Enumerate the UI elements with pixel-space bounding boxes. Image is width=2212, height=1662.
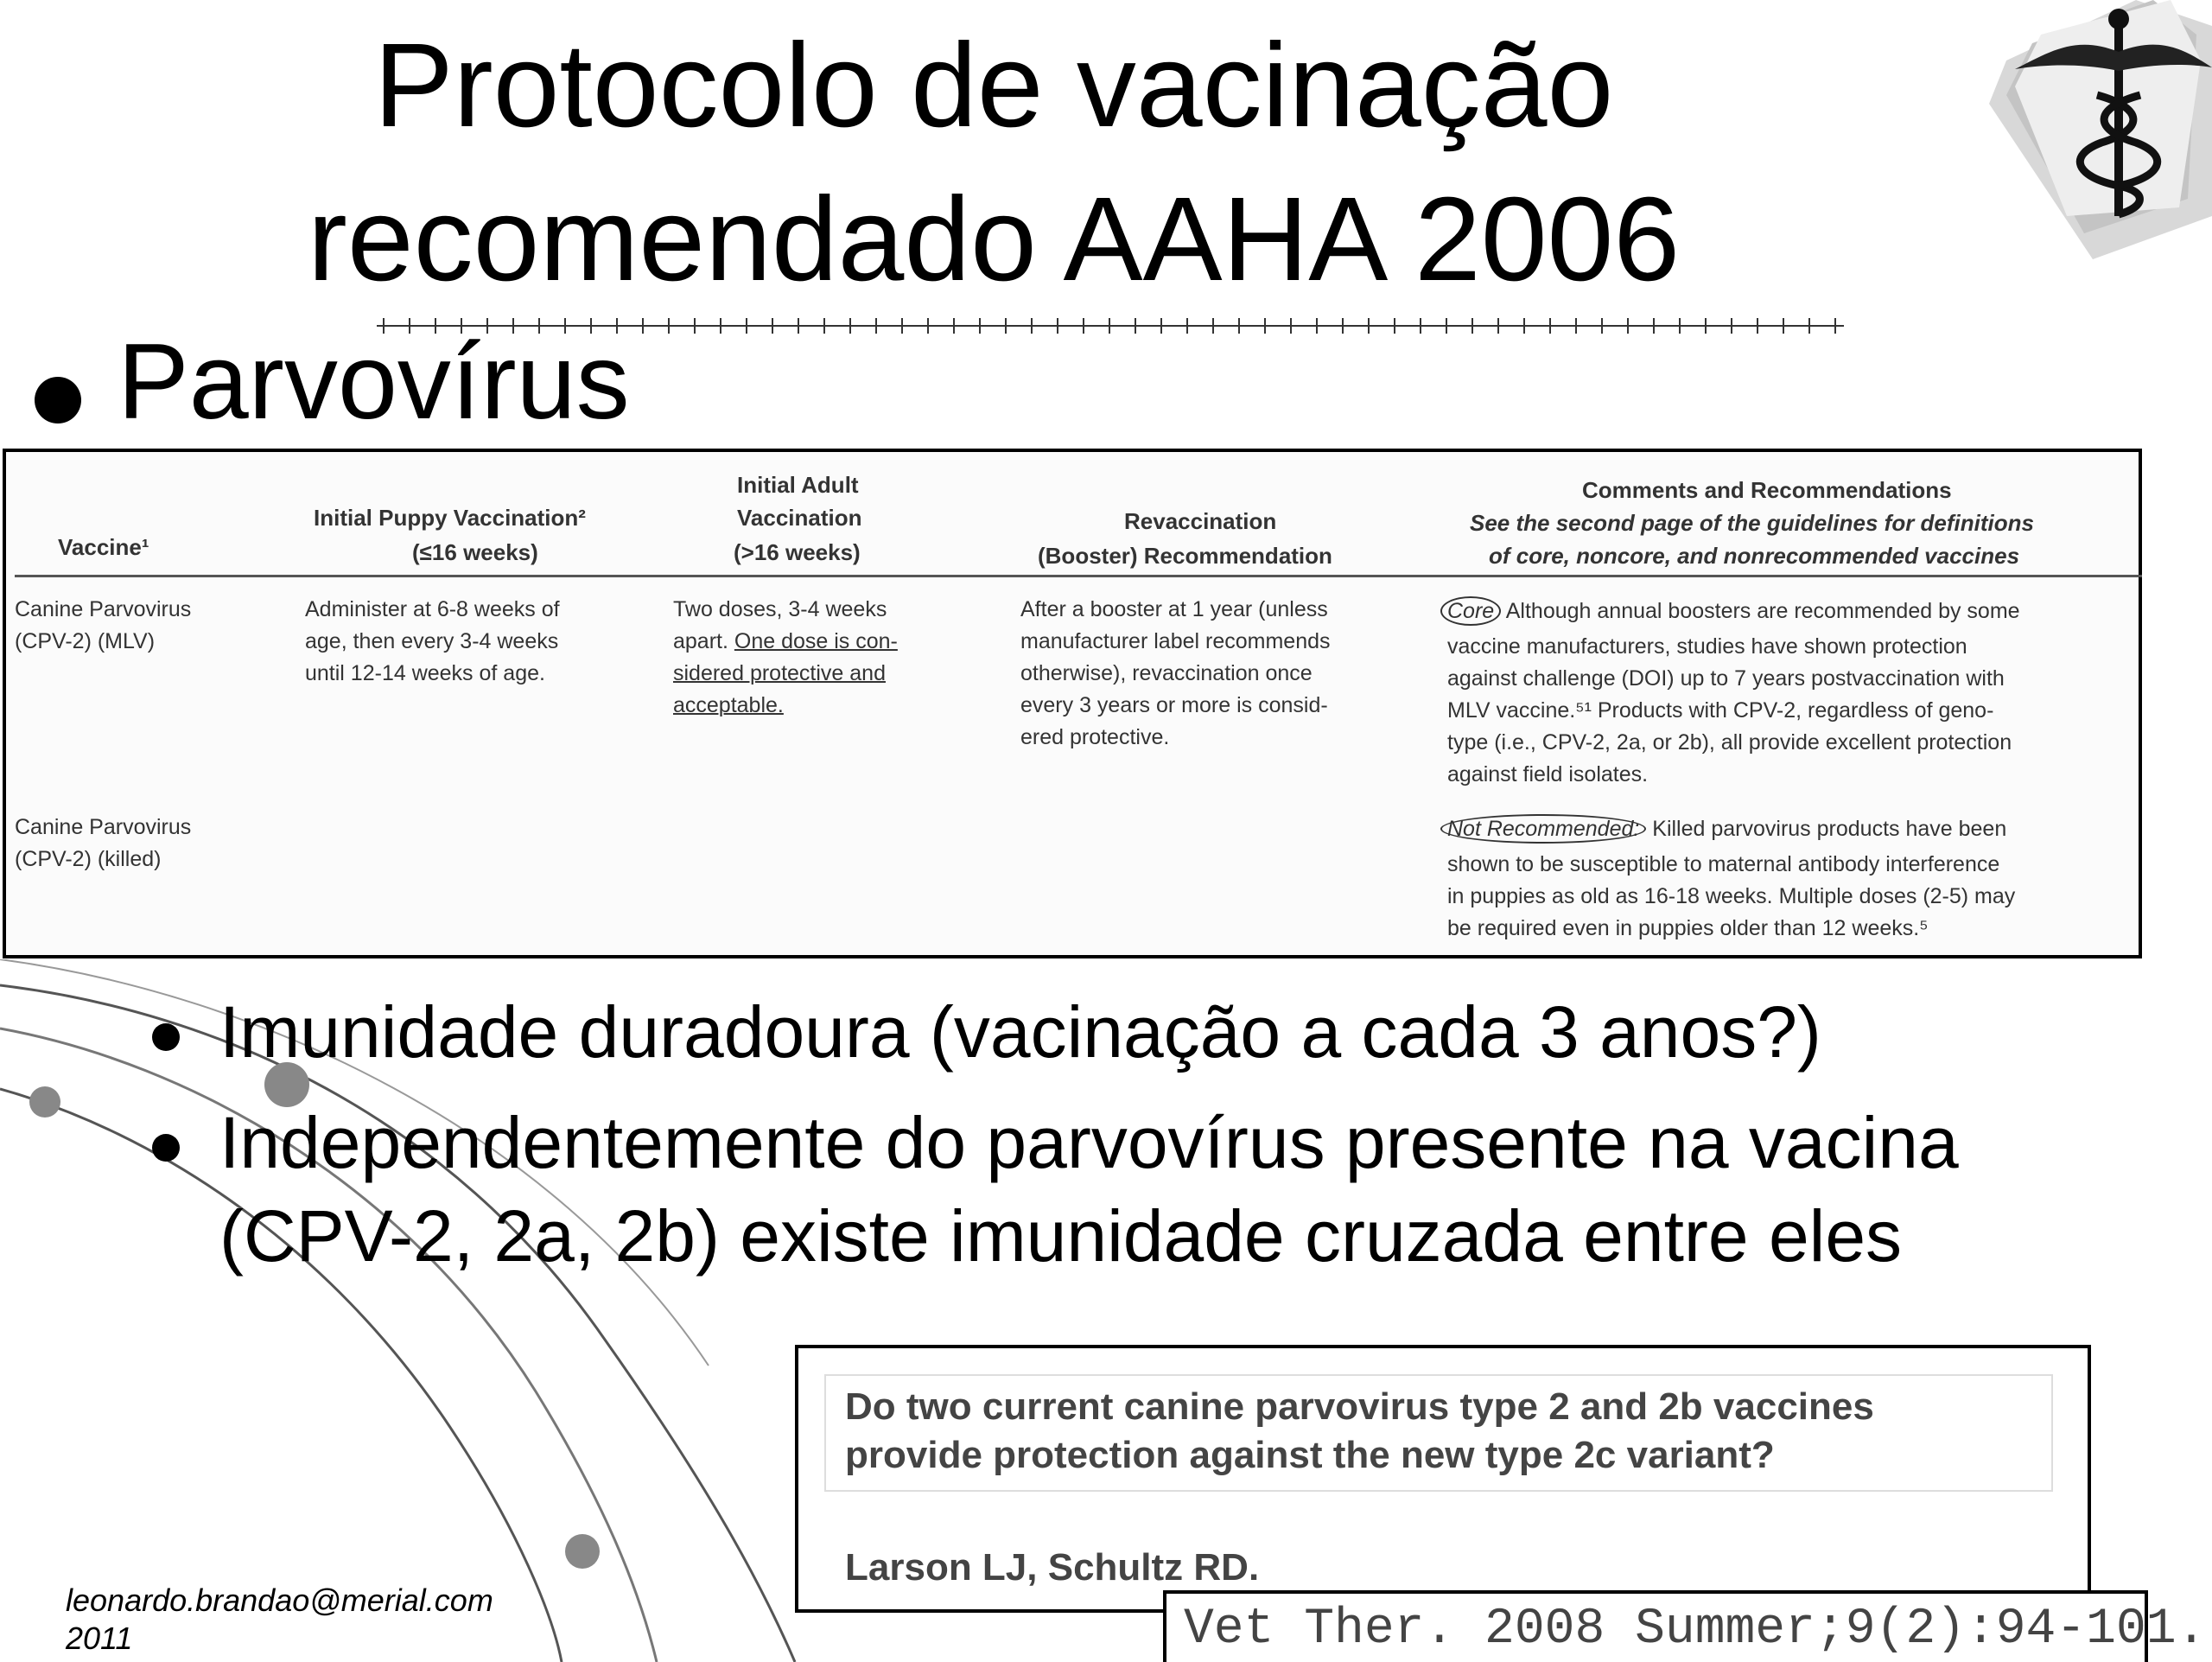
row1-vaccine-line2: (CPV-2) (MLV) (15, 629, 156, 653)
row1-adult-line1: Two doses, 3-4 weeks (673, 597, 887, 621)
header-comments-line2: See the second page of the guidelines for definitions (1470, 510, 2034, 536)
row1-comment-line1-text: Although annual boosters are recommended by some (1501, 599, 2020, 623)
sub-bullet-dot (152, 1023, 180, 1051)
sub-bullet-lasting-immunity: Imunidade duradoura (vacinação a cada 3 anos?) (219, 991, 1821, 1073)
row1-vaccine-line1: Canine Parvovirus (15, 597, 192, 621)
table-header-rule (15, 575, 2142, 577)
header-puppy-line1: Initial Puppy Vaccination² (314, 505, 586, 531)
header-revac-line2: (Booster) Recommendation (1038, 543, 1332, 569)
row1-comment-line5: type (i.e., CPV-2, 2a, or 2b), all provide excellent protection (1447, 730, 2012, 755)
header-adult-line3: (>16 weeks) (734, 539, 861, 565)
row2-vaccine-line2: (CPV-2) (killed) (15, 847, 162, 871)
header-comments-line3: of core, noncore, and nonrecommended vaccines (1489, 543, 2020, 569)
core-tag: Core (1440, 596, 1501, 626)
main-bullet-parvovirus: Parvovírus (118, 322, 630, 442)
row1-adult-line2a: apart. (673, 629, 734, 653)
sub-bullet-cross-immunity-line2: (CPV-2, 2a, 2b) existe imunidade cruzada entre eles (219, 1195, 1903, 1277)
vaccine-protocol-table (3, 449, 2142, 958)
row1-puppy-line2: age, then every 3-4 weeks (305, 629, 559, 653)
bullet-dot (35, 377, 81, 423)
citation-title-line2: provide protection against the new type 2c variant? (845, 1434, 1775, 1476)
footer-email: leonardo.brandao@merial.com (66, 1582, 493, 1618)
row2-comment-line1 (1440, 813, 2006, 845)
row1-adult-line3: sidered protective and (673, 661, 886, 685)
citation-authors: Larson LJ, Schultz RD. (845, 1546, 1260, 1589)
row1-adult-line2 (673, 626, 898, 658)
slide-title-line-2: recomendado AAHA 2006 (307, 173, 1681, 306)
row1-puppy-line3: until 12-14 weeks of age. (305, 661, 545, 685)
row2-comment-line1-text: Killed parvovirus products have been (1646, 817, 2007, 841)
citation-journal-box (1163, 1590, 2207, 1662)
row1-revac-line5: ered protective. (1020, 725, 1170, 749)
sub-bullet-cross-immunity-line1: Independentemente do parvovírus presente na vacina (219, 1102, 1959, 1183)
citation-article-box (795, 1345, 2091, 1613)
header-revac-line1: Revaccination (1124, 508, 1277, 534)
row1-adult-line2b: One dose is con- (734, 629, 898, 653)
row1-comment-line3: against challenge (DOI) up to 7 years postvaccination with (1447, 666, 2005, 691)
sub-bullet-dot (152, 1134, 180, 1162)
citation-journal: Vet Ther. 2008 Summer;9(2):94-101. (1184, 1602, 2207, 1658)
header-puppy-line2: (≤16 weeks) (412, 539, 538, 565)
header-adult-line2: Vaccination (737, 505, 862, 531)
not-recommended-tag: Not Recommended: (1440, 814, 1646, 844)
row2-comment-line4: be required even in puppies older than 12 weeks.⁵ (1447, 916, 1929, 940)
row1-revac-line2: manufacturer label recommends (1020, 629, 1331, 653)
row1-adult-line4: acceptable. (673, 693, 784, 717)
row1-comment-line1 (1440, 595, 2020, 627)
row1-revac-line1: After a booster at 1 year (unless (1020, 597, 1328, 621)
row1-puppy-line1: Administer at 6-8 weeks of (305, 597, 560, 621)
header-adult-line1: Initial Adult (737, 472, 859, 498)
header-comments-line1: Comments and Recommendations (1582, 477, 1952, 503)
footer-year: 2011 (66, 1621, 133, 1656)
citation-title-line1: Do two current canine parvovirus type 2 and 2b vaccines (845, 1385, 1874, 1428)
row2-comment-line3: in puppies as old as 16-18 weeks. Multiple doses (2-5) may (1447, 884, 2016, 908)
row2-comment-line2: shown to be susceptible to maternal antibody interference (1447, 852, 2000, 876)
row1-comment-line4: MLV vaccine.⁵¹ Products with CPV-2, regardless of geno- (1447, 698, 1994, 723)
row1-comment-line6: against field isolates. (1447, 762, 1649, 786)
row2-vaccine-line1: Canine Parvovirus (15, 815, 192, 839)
row1-revac-line3: otherwise), revaccination once (1020, 661, 1313, 685)
header-vaccine: Vaccine¹ (58, 534, 149, 560)
slide-title-line-1: Protocolo de vacinação (373, 19, 1614, 152)
caduceus-icon (1972, 0, 2212, 259)
row1-comment-line2: vaccine manufacturers, studies have shown protection (1447, 634, 1967, 659)
row1-revac-line4: every 3 years or more is consid- (1020, 693, 1328, 717)
